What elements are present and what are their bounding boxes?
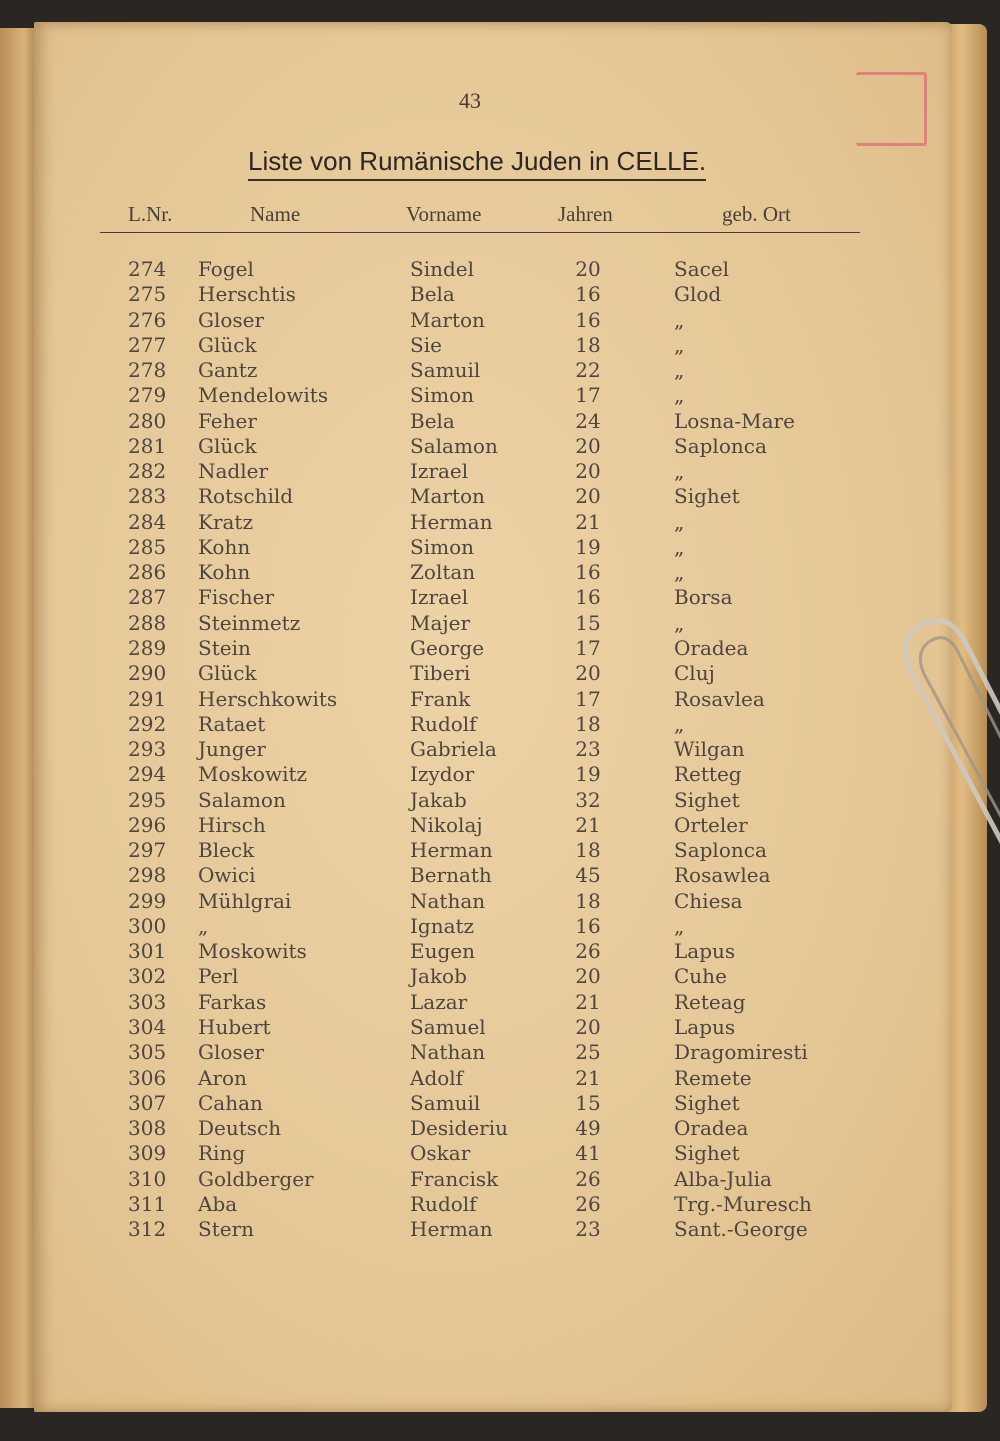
cell-name: Glück (198, 332, 257, 357)
cell-jahren: 15 (575, 610, 601, 635)
cell-jahren: 17 (575, 635, 601, 660)
cell-name: Steinmetz (198, 610, 301, 635)
cell-jahren: 23 (575, 1217, 601, 1242)
table-row (0, 636, 1000, 661)
cell-nr: 285 (128, 534, 167, 559)
table-row (0, 964, 1000, 989)
table-row (0, 1141, 1000, 1166)
cell-vorname: Francisk (410, 1166, 499, 1191)
cell-name: Aron (198, 1065, 247, 1090)
cell-jahren: 26 (575, 1166, 601, 1191)
table-row (0, 585, 1000, 610)
cell-vorname: Izrael (410, 585, 469, 610)
table-row (0, 914, 1000, 939)
cell-nr: 304 (128, 1014, 167, 1039)
cell-vorname: Bela (410, 282, 455, 307)
table-row (0, 282, 1000, 307)
table-row (0, 939, 1000, 964)
cell-nr: 290 (128, 661, 167, 686)
cell-name: Mühlgrai (198, 888, 292, 913)
cell-ort: Lapus (674, 1014, 736, 1039)
cell-nr: 286 (128, 560, 167, 585)
cell-name: Cahan (198, 1090, 263, 1115)
cell-jahren: 21 (575, 509, 601, 534)
cell-ort: „ (674, 534, 685, 559)
cell-jahren: 32 (575, 787, 601, 812)
table-row (0, 1015, 1000, 1040)
cell-vorname: Simon (410, 383, 474, 408)
cell-nr: 283 (128, 484, 167, 509)
cell-ort: „ (674, 711, 685, 736)
cell-name: Stein (198, 635, 251, 660)
cell-nr: 311 (128, 1191, 167, 1216)
table-row (0, 1066, 1000, 1091)
cell-vorname: Simon (410, 534, 474, 559)
header-ort: geb. Ort (722, 202, 791, 226)
cell-vorname: Oskar (410, 1141, 471, 1166)
table-row (0, 737, 1000, 762)
cell-vorname: Nathan (410, 888, 486, 913)
cell-jahren: 18 (575, 838, 601, 863)
cell-vorname: Jakab (410, 787, 467, 812)
cell-ort: „ (674, 332, 685, 357)
cell-ort: „ (674, 560, 685, 585)
cell-nr: 298 (128, 863, 167, 888)
cell-ort: Remete (674, 1065, 752, 1090)
cell-nr: 276 (128, 307, 167, 332)
cell-jahren: 20 (575, 433, 601, 458)
cell-nr: 302 (128, 964, 167, 989)
cell-jahren: 26 (575, 1191, 601, 1216)
cell-jahren: 19 (575, 534, 601, 559)
cell-jahren: 20 (575, 459, 601, 484)
cell-nr: 312 (128, 1217, 167, 1242)
cell-nr: 297 (128, 838, 167, 863)
cell-ort: „ (674, 509, 685, 534)
table-row (0, 712, 1000, 737)
cell-nr: 287 (128, 585, 167, 610)
cell-ort: Cuhe (674, 964, 727, 989)
cell-nr: 278 (128, 358, 167, 383)
cell-vorname: Rudolf (410, 1191, 477, 1216)
cell-ort: „ (674, 913, 685, 938)
cell-vorname: Nikolaj (410, 812, 483, 837)
cell-name: Glück (198, 661, 257, 686)
cell-vorname: Gabriela (410, 737, 497, 762)
table-row (0, 560, 1000, 585)
cell-vorname: Adolf (410, 1065, 464, 1090)
cell-nr: 281 (128, 433, 167, 458)
cell-ort: Saplonca (674, 433, 767, 458)
cell-nr: 289 (128, 635, 167, 660)
table-row (0, 1217, 1000, 1242)
cell-jahren: 17 (575, 686, 601, 711)
cell-vorname: Zoltan (410, 560, 476, 585)
cell-jahren: 16 (575, 282, 601, 307)
cell-name: Owici (198, 863, 256, 888)
cell-jahren: 41 (575, 1141, 601, 1166)
cell-vorname: Rudolf (410, 711, 477, 736)
cell-vorname: Majer (410, 610, 470, 635)
cell-name: Perl (198, 964, 239, 989)
cell-jahren: 20 (575, 661, 601, 686)
cell-ort: „ (674, 358, 685, 383)
table-row (0, 762, 1000, 787)
cell-jahren: 18 (575, 888, 601, 913)
cell-jahren: 16 (575, 913, 601, 938)
cell-ort: Reteag (674, 989, 746, 1014)
cell-vorname: Herman (410, 838, 493, 863)
cell-name: Bleck (198, 838, 255, 863)
cell-ort: Sacel (674, 257, 730, 281)
table-row (0, 333, 1000, 358)
cell-name: Fogel (198, 257, 254, 281)
cell-jahren: 21 (575, 989, 601, 1014)
cell-ort: Trg.-Muresch (674, 1191, 812, 1216)
cell-jahren: 26 (575, 939, 601, 964)
table-row (0, 813, 1000, 838)
cell-vorname: Nathan (410, 1040, 486, 1065)
header-vorname: Vorname (406, 202, 482, 226)
cell-name: Ring (198, 1141, 246, 1166)
cell-name: Herschkowits (198, 686, 338, 711)
table-row (0, 1091, 1000, 1116)
cell-vorname: Herman (410, 1217, 493, 1242)
header-nr: L.Nr. (128, 202, 173, 226)
cell-vorname: Sindel (410, 257, 475, 281)
cell-jahren: 20 (575, 1014, 601, 1039)
table-row (0, 1167, 1000, 1192)
cell-nr: 277 (128, 332, 167, 357)
cell-jahren: 20 (575, 484, 601, 509)
cell-vorname: Samuel (410, 1014, 486, 1039)
cell-name: Deutsch (198, 1116, 282, 1141)
cell-nr: 299 (128, 888, 167, 913)
cell-ort: „ (674, 610, 685, 635)
cell-nr: 310 (128, 1166, 167, 1191)
cell-vorname: Ignatz (410, 913, 475, 938)
table-row (0, 863, 1000, 888)
cell-nr: 275 (128, 282, 167, 307)
cell-vorname: Samuil (410, 1090, 481, 1115)
cell-name: Moskowitz (198, 762, 308, 787)
cell-vorname: Marton (410, 307, 485, 332)
cell-vorname: Tiberi (410, 661, 471, 686)
cell-name: Moskowits (198, 939, 307, 964)
cell-ort: Oradea (674, 635, 749, 660)
cell-name: Nadler (198, 459, 269, 484)
cell-ort: Sighet (674, 484, 740, 509)
table-row (0, 358, 1000, 383)
cell-name: Kohn (198, 534, 251, 559)
cell-nr: 295 (128, 787, 167, 812)
table-row (0, 838, 1000, 863)
cell-ort: Dragomiresti (674, 1040, 808, 1065)
cell-jahren: 20 (575, 964, 601, 989)
cell-nr: 279 (128, 383, 167, 408)
cell-jahren: 16 (575, 560, 601, 585)
table-row (0, 459, 1000, 484)
cell-nr: 294 (128, 762, 167, 787)
table-row (0, 535, 1000, 560)
cell-ort: „ (674, 459, 685, 484)
cell-ort: Glod (674, 282, 722, 307)
cell-nr: 280 (128, 408, 167, 433)
cell-ort: Orteler (674, 812, 748, 837)
cell-vorname: Frank (410, 686, 471, 711)
cell-name: Hubert (198, 1014, 271, 1039)
table-row (0, 1116, 1000, 1141)
page-title: Liste von Rumänische Juden in CELLE. (248, 146, 706, 181)
cell-name: Rataet (198, 711, 266, 736)
cell-vorname: Bernath (410, 863, 492, 888)
cell-name: Mendelowits (198, 383, 329, 408)
cell-jahren: 20 (575, 257, 601, 281)
cell-nr: 274 (128, 257, 167, 281)
cell-nr: 293 (128, 737, 167, 762)
cell-name: Aba (198, 1191, 238, 1216)
cell-name: Salamon (198, 787, 286, 812)
cell-jahren: 21 (575, 1065, 601, 1090)
cell-nr: 291 (128, 686, 167, 711)
cell-nr: 301 (128, 939, 167, 964)
table-row (0, 661, 1000, 686)
cell-nr: 307 (128, 1090, 167, 1115)
table-row (0, 383, 1000, 408)
archive-stamp-mark (856, 72, 927, 146)
table-row (0, 687, 1000, 712)
cell-name: Fischer (198, 585, 275, 610)
cell-name: Herschtis (198, 282, 296, 307)
cell-jahren: 25 (575, 1040, 601, 1065)
cell-vorname: George (410, 635, 485, 660)
cell-nr: 306 (128, 1065, 167, 1090)
cell-name: Kohn (198, 560, 251, 585)
cell-jahren: 22 (575, 358, 601, 383)
cell-jahren: 21 (575, 812, 601, 837)
table-row (0, 308, 1000, 333)
cell-name: Kratz (198, 509, 253, 534)
cell-vorname: Izydor (410, 762, 475, 787)
table-row (0, 510, 1000, 535)
table-row (0, 788, 1000, 813)
cell-ort: Saplonca (674, 838, 767, 863)
cell-ort: Rosawlea (674, 863, 771, 888)
cell-jahren: 49 (575, 1116, 601, 1141)
cell-ort: Alba-Julia (674, 1166, 772, 1191)
cell-name: Gantz (198, 358, 258, 383)
cell-vorname: Herman (410, 509, 493, 534)
cell-ort: Sant.-George (674, 1217, 808, 1242)
table-header (100, 200, 860, 233)
cell-vorname: Bela (410, 408, 455, 433)
table-row (0, 611, 1000, 636)
cell-nr: 308 (128, 1116, 167, 1141)
cell-ort: Cluj (674, 661, 715, 686)
cell-vorname: Samuil (410, 358, 481, 383)
cell-name: Rotschild (198, 484, 294, 509)
paper-clip-icon (888, 612, 1000, 852)
cell-ort: Sighet (674, 1090, 740, 1115)
cell-nr: 284 (128, 509, 167, 534)
table-row (0, 434, 1000, 459)
cell-nr: 309 (128, 1141, 167, 1166)
table-row (0, 1040, 1000, 1065)
table-row (0, 484, 1000, 509)
cell-jahren: 17 (575, 383, 601, 408)
cell-ort: Retteg (674, 762, 742, 787)
cell-nr: 282 (128, 459, 167, 484)
header-name: Name (250, 202, 301, 226)
cell-vorname: Desideriu (410, 1116, 509, 1141)
cell-vorname: Marton (410, 484, 485, 509)
cell-name: Gloser (198, 307, 265, 332)
table-row (0, 1192, 1000, 1217)
table-row (0, 409, 1000, 434)
table-row (0, 257, 1000, 282)
page-number: 43 (459, 88, 481, 113)
cell-ort: Sighet (674, 787, 740, 812)
cell-ort: Wilgan (674, 737, 745, 762)
table-body (0, 257, 1000, 1242)
cell-name: Hirsch (198, 812, 266, 837)
cell-ort: „ (674, 383, 685, 408)
cell-ort: Chiesa (674, 888, 743, 913)
cell-jahren: 19 (575, 762, 601, 787)
cell-ort: Rosavlea (674, 686, 765, 711)
cell-nr: 303 (128, 989, 167, 1014)
cell-name: Goldberger (198, 1166, 314, 1191)
cell-name: Junger (198, 737, 266, 762)
cell-jahren: 23 (575, 737, 601, 762)
cell-vorname: Eugen (410, 939, 475, 964)
cell-ort: „ (674, 307, 685, 332)
cell-ort: Oradea (674, 1116, 749, 1141)
cell-jahren: 15 (575, 1090, 601, 1115)
cell-vorname: Lazar (410, 989, 468, 1014)
cell-name: Stern (198, 1217, 255, 1242)
cell-ort: Sighet (674, 1141, 740, 1166)
cell-name: „ (198, 913, 209, 938)
cell-name: Gloser (198, 1040, 265, 1065)
cell-name: Farkas (198, 989, 267, 1014)
table-row (0, 990, 1000, 1015)
cell-vorname: Jakob (410, 964, 467, 989)
cell-jahren: 18 (575, 711, 601, 736)
cell-name: Glück (198, 433, 257, 458)
header-jahren: Jahren (558, 202, 613, 226)
cell-nr: 300 (128, 913, 167, 938)
cell-jahren: 16 (575, 585, 601, 610)
cell-jahren: 16 (575, 307, 601, 332)
cell-nr: 305 (128, 1040, 167, 1065)
cell-vorname: Sie (410, 332, 442, 357)
cell-ort: Lapus (674, 939, 736, 964)
cell-nr: 296 (128, 812, 167, 837)
cell-nr: 292 (128, 711, 167, 736)
cell-jahren: 18 (575, 332, 601, 357)
table-row (0, 889, 1000, 914)
cell-jahren: 24 (575, 408, 601, 433)
cell-name: Feher (198, 408, 257, 433)
cell-jahren: 45 (575, 863, 601, 888)
cell-vorname: Salamon (410, 433, 498, 458)
cell-nr: 288 (128, 610, 167, 635)
cell-ort: Losna-Mare (674, 408, 795, 433)
cell-ort: Borsa (674, 585, 733, 610)
cell-vorname: Izrael (410, 459, 469, 484)
